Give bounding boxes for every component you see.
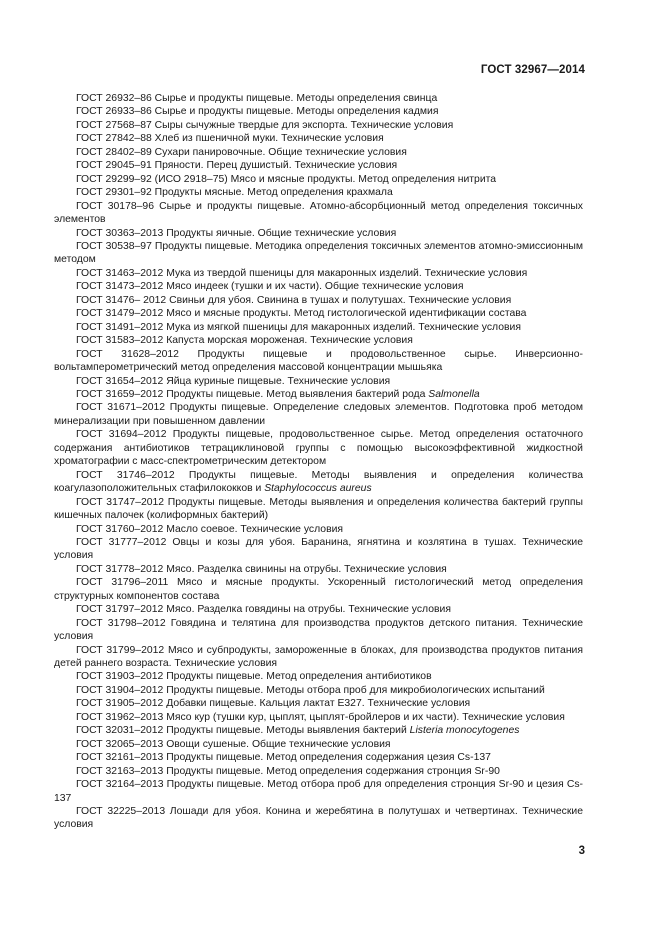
reference-text: ГОСТ 32164–2013 Продукты пищевые. Метод отбора проб для определения стронция Sr-90 и цезия Cs-137: [54, 779, 583, 804]
reference-item: [54, 200, 583, 227]
reference-item: [54, 119, 583, 132]
normative-references-list: [54, 92, 583, 832]
reference-text: ГОСТ 31798–2012 Говядина и телятина для производства продуктов детского питания. Технические условия: [54, 617, 583, 643]
reference-text: ГОСТ 31628–2012 Продукты пищевые и продовольственное сырье. Инверсионно-вольтамперометрический метод определения массовой концентрации мышьяка: [54, 348, 583, 374]
reference-text: ГОСТ 31654–2012 Яйца куриные пищевые. Технические условия: [76, 375, 391, 387]
reference-item: [54, 321, 583, 334]
reference-text: ГОСТ 31777–2012 Овцы и козы для убоя. Баранина, ягнятина и козлятина в тушах. Технические условия: [54, 536, 583, 562]
reference-item: [54, 523, 583, 536]
reference-text: ГОСТ 31904–2012 Продукты пищевые. Методы отбора проб для микробиологических испытаний: [76, 684, 545, 696]
reference-text: ГОСТ 31778–2012 Мясо. Разделка свинины на отрубы. Технические условия: [76, 563, 447, 575]
reference-text: ГОСТ 31476– 2012 Свиньи для убоя. Свинина в тушах и полутушах. Технические условия: [76, 294, 512, 306]
reference-item: [54, 240, 583, 267]
reference-text: ГОСТ 31583–2012 Капуста морская мороженая. Технические условия: [76, 335, 413, 347]
reference-item: [54, 563, 583, 576]
reference-item: [54, 132, 583, 145]
reference-item: [54, 536, 583, 563]
reference-text: ГОСТ 27842–88 Хлеб из пшеничной муки. Технические условия: [76, 133, 384, 145]
reference-item: [54, 603, 583, 616]
reference-item: [54, 711, 583, 724]
reference-item: [54, 765, 583, 778]
reference-text: ГОСТ 31799–2012 Мясо и субпродукты, замороженные в блоках, для производства продуктов питания детей раннего возраста. Технические условия: [54, 644, 583, 670]
reference-text: ГОСТ 32225–2013 Лошади для убоя. Конина и жеребятина в полутушах и четвертинах. Технические условия: [54, 806, 583, 831]
reference-item: [54, 334, 583, 347]
reference-text: ГОСТ 31671–2012 Продукты пищевые. Определение следовых элементов. Подготовка проб методом минерализации при повышенном давлении: [54, 402, 583, 427]
reference-item: [54, 805, 583, 832]
reference-item: [54, 576, 583, 603]
reference-item: [54, 684, 583, 697]
reference-item: [54, 644, 583, 671]
reference-item: [54, 227, 583, 240]
reference-item: [54, 348, 583, 375]
reference-item: [54, 267, 583, 280]
reference-text: ГОСТ 27568–87 Сыры сычужные твердые для экспорта. Технические условия: [76, 119, 454, 131]
reference-text: ГОСТ 31473–2012 Мясо индеек (тушки и их части). Общие технические условия: [76, 281, 464, 293]
reference-item: [54, 617, 583, 644]
reference-item: [54, 469, 583, 496]
reference-text: ГОСТ 32163–2013 Продукты пищевые. Метод определения содержания стронция Sr-90: [76, 765, 500, 777]
reference-text: ГОСТ 26933–86 Сырье и продукты пищевые. Методы определения кадмия: [76, 106, 439, 118]
reference-item: [54, 388, 583, 401]
reference-text: ГОСТ 28402–89 Сухари панировочные. Общие технические условия: [76, 146, 407, 158]
reference-item: [54, 724, 583, 737]
reference-text: ГОСТ 31694–2012 Продукты пищевые, продовольственное сырье. Метод определения остаточного содержания антибиотиков тетрациклиновой группы с помощью высокоэффективной жидкостной хроматографии с масс-спектрометрическим детектором: [54, 429, 583, 468]
reference-text: ГОСТ 31479–2012 Мясо и мясные продукты. Метод гистологической идентификации состава: [76, 308, 527, 320]
reference-text: ГОСТ 31760–2012 Масло соевое. Технические условия: [76, 523, 344, 535]
reference-text: ГОСТ 31796–2011 Мясо и мясные продукты. Ускоренный гистологический метод определения структурных компонентов состава: [54, 577, 583, 602]
page-number: 3: [578, 845, 585, 857]
reference-item: [54, 280, 583, 293]
reference-italic-term: Staphylococcus aureus: [264, 483, 372, 495]
reference-item: [54, 92, 583, 105]
reference-text: ГОСТ 32031–2012 Продукты пищевые. Методы выявления бактерий: [76, 725, 410, 737]
reference-text: ГОСТ 31659–2012 Продукты пищевые. Метод выявления бактерий рода: [76, 388, 429, 400]
document-header-id: ГОСТ 32967—2014: [480, 64, 585, 76]
reference-item: [54, 697, 583, 710]
reference-text: ГОСТ 29299–92 (ИСО 2918–75) Мясо и мясные продукты. Метод определения нитрита: [76, 173, 497, 185]
reference-item: [54, 105, 583, 118]
reference-text: ГОСТ 30538–97 Продукты пищевые. Методика определения токсичных элементов атомно-эмиссионным методом: [54, 240, 583, 266]
reference-text: ГОСТ 29301–92 Продукты мясные. Метод определения крахмала: [76, 187, 393, 199]
reference-item: [54, 307, 583, 320]
reference-item: [54, 146, 583, 159]
reference-text: ГОСТ 31491–2012 Мука из мягкой пшеницы для макаронных изделий. Технические условия: [76, 321, 521, 333]
reference-text: ГОСТ 32161–2013 Продукты пищевые. Метод определения содержания цезия Cs-137: [76, 752, 491, 764]
reference-item: [54, 778, 583, 805]
reference-item: [54, 751, 583, 764]
reference-item: [54, 294, 583, 307]
reference-item: [54, 496, 583, 523]
reference-text: ГОСТ 26932–86 Сырье и продукты пищевые. Методы определения свинца: [76, 93, 438, 104]
reference-text: ГОСТ 31746–2012 Продукты пищевые. Методы выявления и определения количества коагулазоположительных стафилококков и: [54, 469, 583, 495]
reference-text: ГОСТ 30363–2013 Продукты яичные. Общие технические условия: [76, 227, 397, 239]
reference-text: ГОСТ 31905–2012 Добавки пищевые. Кальция лактат Е327. Технические условия: [76, 698, 471, 710]
reference-item: [54, 173, 583, 186]
reference-item: [54, 159, 583, 172]
reference-item: [54, 428, 583, 468]
reference-item: [54, 401, 583, 428]
reference-item: [54, 375, 583, 388]
reference-text: ГОСТ 31903–2012 Продукты пищевые. Метод определения антибиотиков: [76, 671, 432, 683]
reference-text: ГОСТ 31797–2012 Мясо. Разделка говядины на отрубы. Технические условия: [76, 604, 451, 616]
reference-italic-term: Listeria monocytogenes: [409, 725, 520, 737]
reference-text: ГОСТ 32065–2013 Овощи сушеные. Общие технические условия: [76, 738, 391, 750]
reference-item: [54, 670, 583, 683]
reference-item: [54, 186, 583, 199]
reference-text: ГОСТ 29045–91 Пряности. Перец душистый. Технические условия: [76, 160, 398, 172]
reference-text: ГОСТ 31962–2013 Мясо кур (тушки кур, цыплят, цыплят-бройлеров и их части). Технические условия: [76, 711, 565, 723]
reference-text: ГОСТ 30178–96 Сырье и продукты пищевые. Атомно-абсорбционный метод определения токсичных элементов: [54, 200, 583, 226]
reference-text: ГОСТ 31463–2012 Мука из твердой пшеницы для макаронных изделий. Технические условия: [76, 267, 528, 279]
reference-italic-term: Salmonella: [428, 388, 480, 400]
reference-text: ГОСТ 31747–2012 Продукты пищевые. Методы выявления и определения количества бактерий группы кишечных палочек (колиформных бактерий): [54, 496, 583, 522]
reference-item: [54, 738, 583, 751]
